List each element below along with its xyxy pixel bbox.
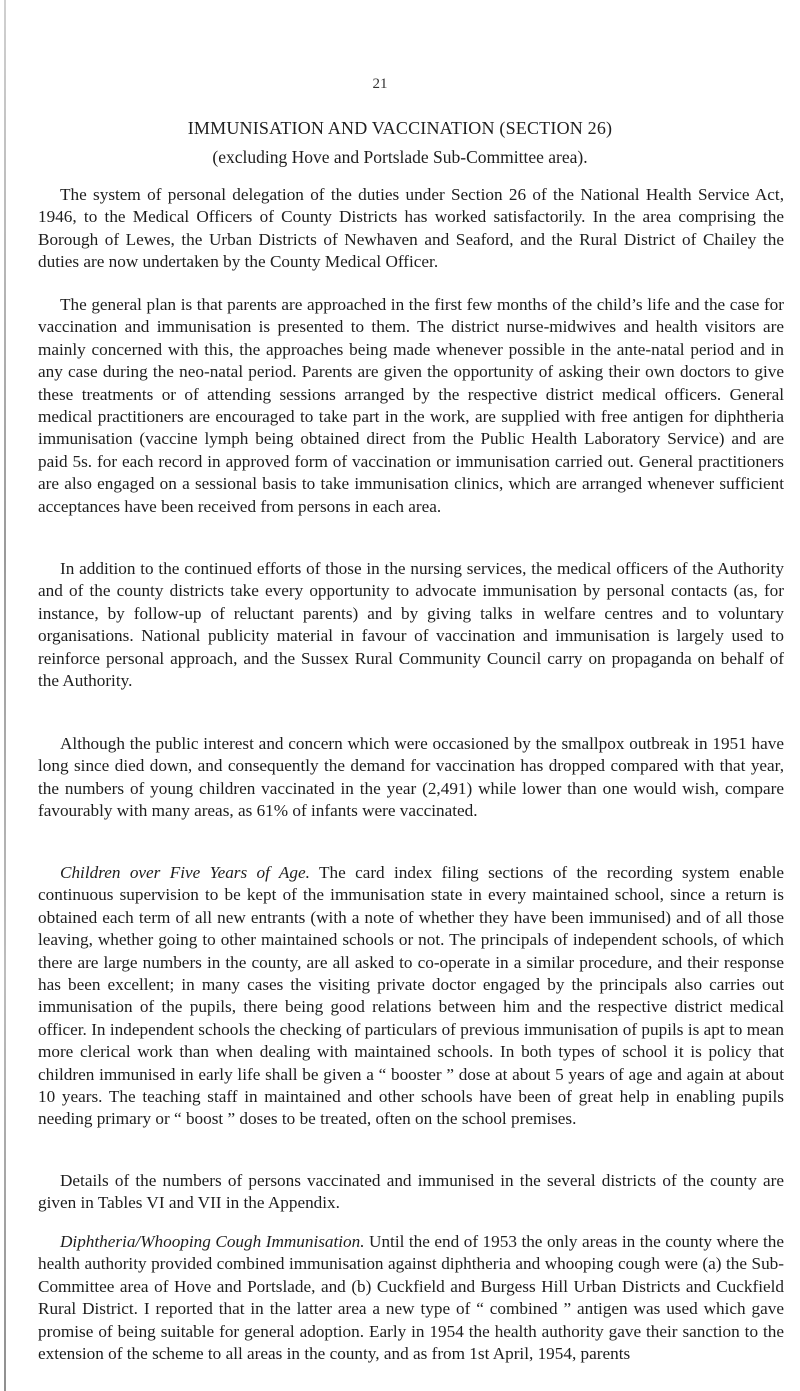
paragraph-delegation: The system of personal delegation of the duties under Section 26 of the National Health Service Act, 1946, to the Medical Officers of County Districts has worked satisfactorily. In the area comprising the Borough of Lewes, the Urban Districts of Newhaven and Seaford, and the Rural District of Chailey the duties are now undertaken by the County Medical Officer.: [38, 185, 784, 272]
paragraph-publicity: In addition to the continued efforts of those in the nursing services, the medical officers of the Authority and of the county districts take every opportunity to advocate immunisation by personal contacts (as, for instance, by follow-up of reluctant parents) and by giving talks in welfare centres and to voluntary organisations. National publicity material in favour of vaccination and immunisation is largely used to reinforce personal approach, and the Sussex Rural Community Council carry on propaganda on behalf of the Authority.: [38, 559, 784, 691]
paragraph-children-over-five: Children over Five Years of Age. The card index filing sections of the recording system enable continuous supervision to be kept of the immunisation state in every maintained school, since a return is obtained each term of all new entrants (with a note of whether they have been immunised) and of all those leaving, whether going to other maintained schools or not. The principals of independent schools, of which there are large numbers in the county, are all asked to co-operate in a similar procedure, and their response has been excellent; in many cases the visiting private doctor engaged by the principals also carries out immunisation of the pupils, there being good relations between him and the respective district medical officer. In independent schools the checking of particulars of previous immunisation of pupils is apt to mean more clerical work than when dealing with maintained schools. In both types of school it is policy that children immunised in early life shall be given a “ booster ” dose at about 5 years of age and again at about 10 years. The teaching staff in maintained and other schools have been of great help in enabling pupils needing primary or “ boost ” doses to be treated, often on the school premises.: [38, 863, 784, 1129]
paragraph-diphtheria-whooping-cough: Diphtheria/Whooping Cough Immunisation. Until the end of 1953 the only areas in the county where the health authority provided combined immunisation against diphtheria and whooping cough were (a) the Sub-Committee area of Hove and Portslade, and (b) Cuckfield and Burgess Hill Urban Districts and Cuckfield Rural District. I reported that in the latter area a new type of “ combined ” antigen was used which gave promise of being suitable for general adoption. Early in 1954 the health authority gave their sanction to the extension of the scheme to all areas in the county, and as from 1st April, 1954, parents: [38, 1232, 784, 1364]
section-subtitle: (excluding Hove and Portslade Sub-Committee area).: [212, 147, 588, 167]
paragraph-lead-heading: Children over Five Years of Age.: [60, 863, 310, 882]
page-number: 21: [372, 76, 388, 92]
paragraph-smallpox: Although the public interest and concern which were occasioned by the smallpox outbreak in 1951 have long since died down, and consequently the demand for vaccination has dropped compared with that year, the numbers of young children vaccinated in the year (2,491) while lower than one would wish, compare favourably with many areas, as 61% of infants were vaccinated.: [38, 734, 784, 821]
paragraph-general-plan: The general plan is that parents are approached in the first few months of the child’s life and the case for vaccination and immunisation is presented to them. The district nurse-midwives and health visitors are mainly concerned with this, the approaches being made whenever possible in the ante-natal period and in any case during the neo-natal period. Parents are given the opportunity of asking their own doctors to give these treatments or of attending sessions arranged by the respective district medical officers. General medical practitioners are encouraged to take part in the work, are supplied with free antigen for diphtheria immunisation (vaccine lymph being obtained direct from the Public Health Laboratory Service) and are paid 5s. for each record in approved form of vaccination or immunisation carried out. General practitioners are also engaged on a sessional basis to take immunisation clinics, which are arranged whenever sufficient acceptances have been received from persons in each area.: [38, 295, 784, 516]
paragraph-appendix-tables: Details of the numbers of persons vaccinated and immunised in the several districts of the county are given in Tables VI and VII in the Appendix.: [38, 1171, 784, 1213]
paragraph-lead-heading: Diphtheria/Whooping Cough Immunisation.: [60, 1232, 365, 1251]
section-title: IMMUNISATION AND VACCINATION (SECTION 26): [187, 118, 613, 138]
binding-edge: [4, 0, 6, 1391]
